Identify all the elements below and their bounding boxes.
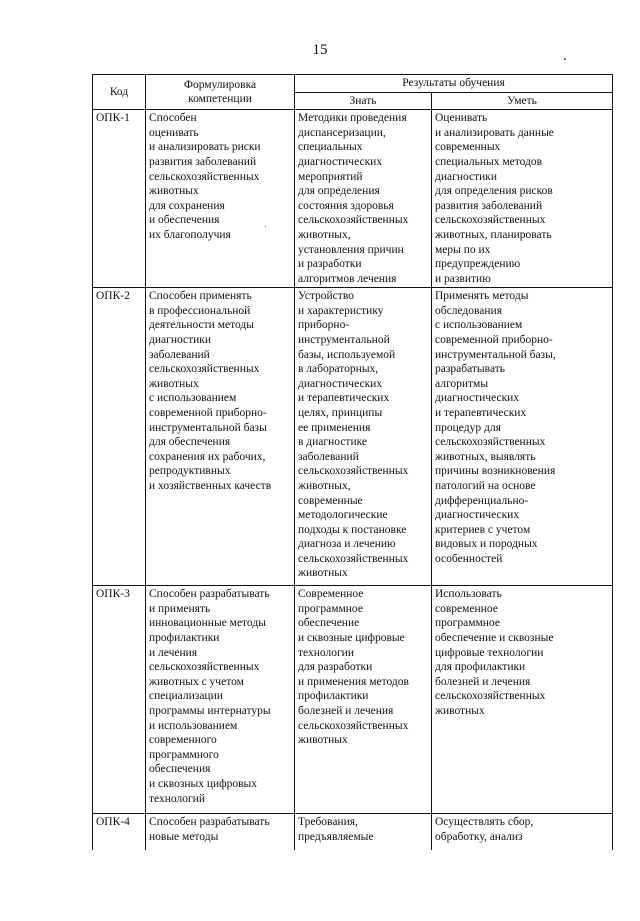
text-line: в лабораторных, bbox=[298, 363, 379, 376]
text-line: и использованием bbox=[149, 719, 238, 732]
text-line: для определения рисков bbox=[435, 185, 553, 198]
text-line: репродуктивных bbox=[149, 465, 231, 478]
text-line: для разработки bbox=[298, 661, 373, 674]
text-line: обработку, анализ bbox=[435, 830, 523, 843]
text-line: и анализировать данные bbox=[435, 126, 554, 139]
knowledge-result bbox=[295, 288, 432, 586]
text-line: ее применения bbox=[298, 421, 371, 434]
text-line: разрабатывать bbox=[435, 363, 506, 376]
text-line: диагностики bbox=[149, 333, 212, 346]
text-line: современной приборно- bbox=[435, 333, 553, 346]
text-line: сохранения их рабочих, bbox=[149, 450, 266, 463]
text-line: программное bbox=[435, 617, 500, 630]
text-line: в профессиональной bbox=[149, 304, 251, 317]
text-line: приборно- bbox=[298, 319, 350, 332]
text-line: технологий bbox=[149, 792, 205, 805]
header-skill: Уметь bbox=[432, 92, 613, 110]
table-row bbox=[93, 586, 613, 814]
text-line: современных bbox=[435, 141, 501, 154]
knowledge-result bbox=[295, 814, 432, 850]
text-line: и анализировать риски bbox=[149, 141, 261, 154]
text-line: специальных bbox=[298, 141, 363, 154]
text-line: диагностических bbox=[435, 392, 520, 405]
text-line: обеспечения bbox=[149, 763, 211, 776]
page-number: 15 bbox=[312, 42, 328, 58]
text-line: критериев с учетом bbox=[435, 523, 531, 536]
text-line: сельскохозяйственных bbox=[298, 719, 409, 732]
text-line: обеспечение и сквозные bbox=[435, 631, 554, 644]
knowledge-result bbox=[295, 110, 432, 288]
text-line: причины возникновения bbox=[435, 465, 556, 478]
text-line: сельскохозяйственных bbox=[435, 214, 546, 227]
text-line: предъявляемые bbox=[298, 830, 374, 843]
text-line: диагностических bbox=[298, 155, 383, 168]
table-body bbox=[93, 110, 613, 850]
text-line: животных bbox=[149, 185, 199, 198]
text-line: животных bbox=[298, 567, 348, 580]
text-line: Современное bbox=[298, 588, 364, 601]
competency-formulation bbox=[146, 288, 295, 586]
text-line: для определения bbox=[298, 185, 380, 198]
text-line: предупреждению bbox=[435, 258, 521, 271]
text-line: и применения методов bbox=[298, 675, 409, 688]
table-row bbox=[93, 110, 613, 288]
text-line: целях, принципы bbox=[298, 406, 383, 419]
competency-code: ОПК-2 bbox=[93, 288, 146, 586]
text-line: видовых и породных bbox=[435, 538, 538, 551]
text-line: обследования bbox=[435, 304, 502, 317]
text-line: современные bbox=[298, 494, 363, 507]
table-row bbox=[93, 814, 613, 850]
text-line: развития заболеваний bbox=[149, 155, 257, 168]
text-line: их благополучия bbox=[149, 228, 231, 241]
text-line: и терапевтических bbox=[298, 392, 390, 405]
competency-code: ОПК-3 bbox=[93, 586, 146, 814]
scan-speck bbox=[564, 58, 566, 60]
text-line: и обеспечения bbox=[149, 214, 220, 227]
text-line: мероприятий bbox=[298, 170, 363, 183]
text-line: профилактики bbox=[298, 690, 369, 703]
text-line: и характеристику bbox=[298, 304, 384, 317]
text-line: болезней и лечения bbox=[435, 675, 531, 688]
competency-code: ОПК-1 bbox=[93, 110, 146, 288]
text-line: Способен разрабатывать bbox=[149, 588, 270, 601]
text-line: оценивать bbox=[149, 126, 199, 139]
competencies-table bbox=[92, 74, 613, 850]
text-line: технологии bbox=[298, 646, 354, 659]
skill-result bbox=[432, 586, 613, 814]
text-line: программное bbox=[298, 602, 363, 615]
skill-result bbox=[432, 814, 613, 850]
text-line: Устройство bbox=[298, 290, 354, 303]
text-line: Использовать bbox=[435, 588, 502, 601]
text-line: диагностических bbox=[298, 377, 383, 390]
text-line: Способен bbox=[149, 112, 197, 125]
text-line: новые методы bbox=[149, 830, 219, 843]
text-line: диагностики bbox=[435, 170, 498, 183]
text-line: и сквозные цифровые bbox=[298, 631, 405, 644]
competency-formulation bbox=[146, 586, 295, 814]
text-line: инструментальной базы bbox=[149, 421, 267, 434]
text-line: животных bbox=[435, 704, 485, 717]
text-line: Методики проведения bbox=[298, 112, 407, 125]
text-line: животных bbox=[298, 734, 348, 747]
text-line: Способен применять bbox=[149, 290, 252, 303]
competency-code: ОПК-4 bbox=[93, 814, 146, 850]
text-line: и развитию bbox=[435, 272, 491, 285]
text-line: диагноза и лечению bbox=[298, 538, 396, 551]
knowledge-result bbox=[295, 586, 432, 814]
text-line: инструментальной bbox=[298, 333, 390, 346]
text-line: животных с учетом bbox=[149, 675, 244, 688]
text-line: цифровые технологии bbox=[435, 646, 544, 659]
text-line: животных, выявлять bbox=[435, 450, 536, 463]
text-line: сельскохозяйственных bbox=[298, 552, 409, 565]
text-line: и хозяйственных качеств bbox=[149, 479, 272, 492]
skill-result bbox=[432, 110, 613, 288]
text-line: и сквозных цифровых bbox=[149, 777, 258, 790]
text-line: инструментальной базы, bbox=[435, 348, 556, 361]
text-line: меры по их bbox=[435, 243, 491, 256]
text-line: особенностей bbox=[435, 552, 503, 565]
text-line: установления причин bbox=[298, 243, 404, 256]
header-results: Результаты обучения bbox=[295, 75, 613, 93]
text-line: для обеспечения bbox=[149, 436, 231, 449]
text-line: методологические bbox=[298, 509, 388, 522]
text-line: и лечения bbox=[149, 646, 198, 659]
text-line: для сохранения bbox=[149, 199, 225, 212]
text-line: процедур для bbox=[435, 421, 501, 434]
text-line: и разработки bbox=[298, 258, 362, 271]
text-line: Применять методы bbox=[435, 290, 529, 303]
text-line: специальных методов bbox=[435, 155, 543, 168]
text-line: современное bbox=[435, 602, 498, 615]
text-line: болезней и лечения bbox=[298, 704, 394, 717]
scan-speck bbox=[265, 226, 266, 227]
text-line: дифференциально- bbox=[435, 494, 529, 507]
header-know: Знать bbox=[295, 92, 432, 110]
text-line: сельскохозяйственных bbox=[149, 170, 260, 183]
text-line: Требования, bbox=[298, 816, 358, 829]
text-line: инновационные методы bbox=[149, 617, 266, 630]
text-line: программного bbox=[149, 748, 219, 761]
text-line: сельскохозяйственных bbox=[149, 661, 260, 674]
text-line: профилактики bbox=[149, 631, 220, 644]
text-line: подходы к постановке bbox=[298, 523, 407, 536]
text-line: животных, bbox=[298, 479, 351, 492]
text-line: базы, используемой bbox=[298, 348, 396, 361]
header-code: Код bbox=[93, 75, 146, 110]
text-line: специализации bbox=[149, 690, 223, 703]
text-line: и применять bbox=[149, 602, 211, 615]
table-row bbox=[93, 288, 613, 586]
text-line: современной приборно- bbox=[149, 406, 267, 419]
text-line: с использованием bbox=[149, 392, 237, 405]
text-line: и терапевтических bbox=[435, 406, 527, 419]
table-header bbox=[93, 75, 613, 110]
text-line: алгоритмы bbox=[435, 377, 489, 390]
text-line: развития заболеваний bbox=[435, 199, 543, 212]
text-line: в диагностике bbox=[298, 436, 368, 449]
text-line: сельскохозяйственных bbox=[298, 214, 409, 227]
text-line: обеспечение bbox=[298, 617, 360, 630]
competency-formulation bbox=[146, 814, 295, 850]
text-line: деятельности методы bbox=[149, 319, 254, 332]
text-line: животных bbox=[149, 377, 199, 390]
text-line: сельскохозяйственных bbox=[435, 690, 546, 703]
text-line: заболеваний bbox=[298, 450, 359, 463]
text-line: алгоритмов лечения bbox=[298, 272, 397, 285]
text-line: для профилактики bbox=[435, 661, 526, 674]
skill-result bbox=[432, 288, 613, 586]
text-line: сельскохозяйственных bbox=[435, 436, 546, 449]
text-line: животных, планировать bbox=[435, 228, 552, 241]
text-line: современного bbox=[149, 734, 217, 747]
text-line: диспансеризации, bbox=[298, 126, 386, 139]
text-line: диагностических bbox=[435, 509, 520, 522]
text-line: состояния здоровья bbox=[298, 199, 394, 212]
text-line: Осуществлять сбор, bbox=[435, 816, 534, 829]
text-line: сельскохозяйственных bbox=[149, 363, 260, 376]
text-line: сельскохозяйственных bbox=[298, 465, 409, 478]
text-line: программы интернатуры bbox=[149, 704, 271, 717]
text-line: Оценивать bbox=[435, 112, 488, 125]
competency-formulation bbox=[146, 110, 295, 288]
text-line: животных, bbox=[298, 228, 351, 241]
header-formulation: Формулировка компетенции bbox=[146, 75, 295, 110]
text-line: с использованием bbox=[435, 319, 523, 332]
text-line: заболеваний bbox=[149, 348, 210, 361]
text-line: Способен разрабатывать bbox=[149, 816, 270, 829]
text-line: патологий на основе bbox=[435, 479, 536, 492]
